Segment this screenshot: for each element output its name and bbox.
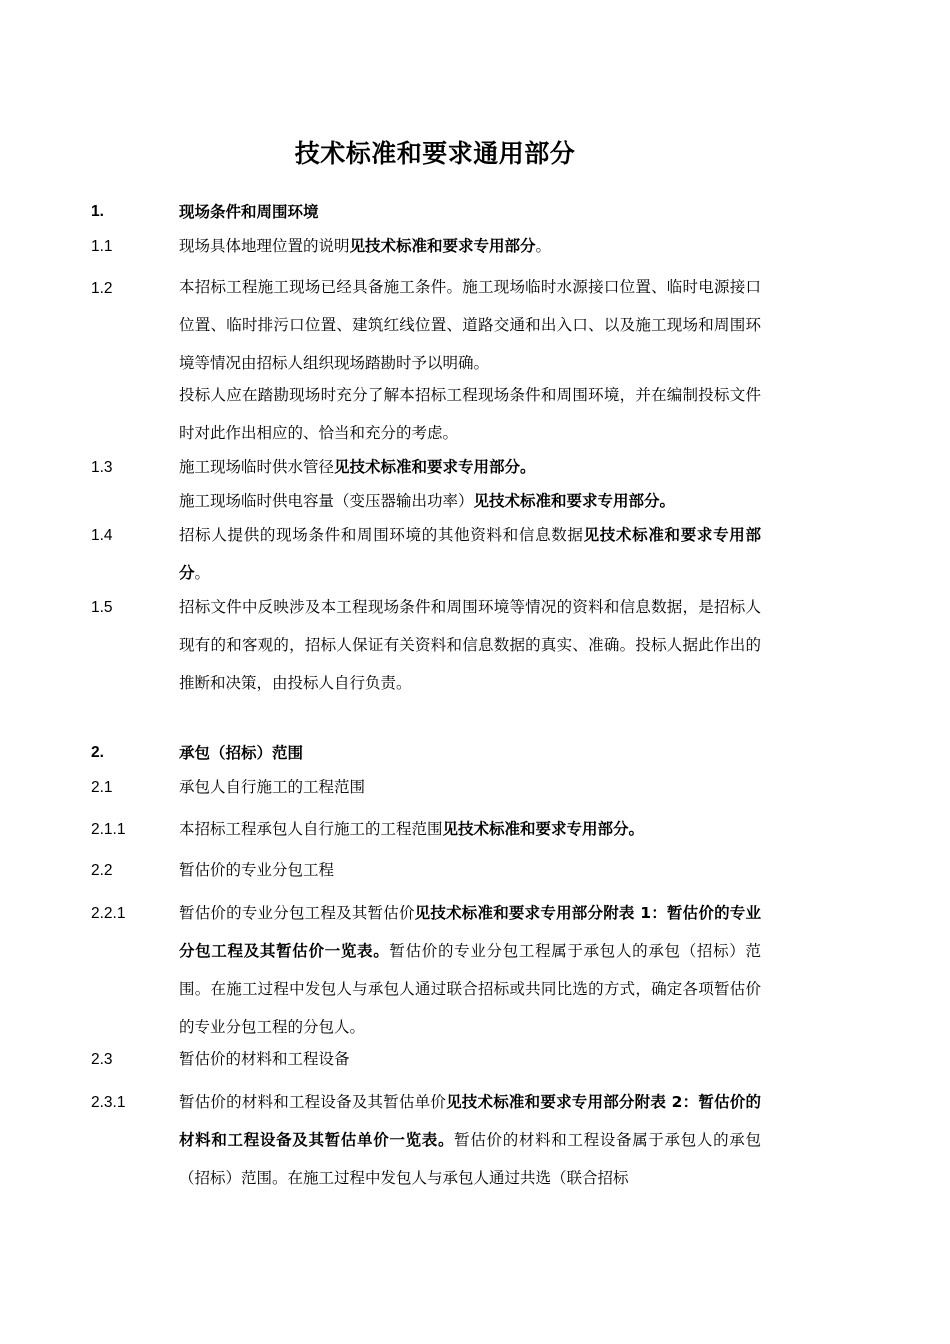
clause-text-part: 施工现场临时供水管径	[179, 458, 335, 476]
clause-reference: 见技术标准和要求专用部分附表 1：暂估价的专业分包工程及其暂估价一览表。	[179, 904, 761, 960]
clause-text-part: 暂估价的材料和工程设备属于承包人的承包（招标）范围。在施工过程中发包人与承包人通过共选（联合招标	[179, 1131, 761, 1187]
clause-number: 1.2	[91, 280, 113, 297]
section-heading: 现场条件和周围环境	[179, 203, 319, 221]
clause-text	[179, 490, 761, 512]
clause-text: 本招标工程施工现场已经具备施工条件。施工现场临时水源接口位置、临时电源接口位置、临时排污口位置、建筑红线位置、道路交通和出入口、以及施工现场和周围环境等情况由招标人组织现场踏勘时予以明确。	[179, 278, 761, 372]
clause-text: 招标文件中反映涉及本工程现场条件和周围环境等情况的资料和信息数据，是招标人现有的和客观的，招标人保证有关资料和信息数据的真实、准确。投标人据此作出的推断和决策，由投标人自行负责。	[179, 598, 761, 692]
clause-text	[179, 516, 761, 592]
clause-number: 2.3	[91, 1051, 113, 1068]
section-heading: 承包（招标）范围	[179, 744, 304, 762]
clause-text: 承包人自行施工的工程范围	[179, 778, 366, 796]
clause-text	[179, 894, 761, 1046]
clause-text-part: 。	[535, 237, 552, 255]
clause-number: 1.1	[91, 238, 113, 255]
clause-reference: 见技术标准和要求专用部分。	[334, 458, 536, 476]
clause-text-part: 暂估价的专业分包工程及其暂估价	[179, 904, 415, 922]
clause-text-part: 本招标工程承包人自行施工的工程范围	[179, 820, 443, 838]
clause-reference: 见技术标准和要求专用部分。	[473, 492, 676, 510]
clause-number: 2.2.1	[91, 905, 126, 922]
clause-text-part: 招标人提供的现场条件和周围环境的其他资料和信息数据	[179, 526, 584, 544]
clause-text: 暂估价的专业分包工程	[179, 861, 335, 879]
clause-text	[179, 456, 761, 478]
clause-number: 2.1.1	[91, 821, 126, 838]
clause-text	[179, 818, 761, 840]
clause-number: 2.2	[91, 862, 113, 879]
clause-text-part: 现场具体地理位置的说明	[179, 237, 350, 255]
clause-text: 暂估价的材料和工程设备	[179, 1050, 350, 1068]
clause-reference: 见技术标准和要求专用部分。	[442, 820, 645, 838]
clause-reference: 见技术标准和要求专用部分附表 2：暂估价的材料和工程设备及其暂估单价一览表。	[179, 1093, 761, 1149]
section-number: 1.	[91, 203, 104, 220]
section-number: 2.	[91, 744, 104, 761]
clause-text-part: 。	[194, 564, 211, 582]
clause-number: 2.1	[91, 779, 113, 796]
page-title: 技术标准和要求通用部分	[294, 139, 576, 168]
clause-text-part: 施工现场临时供电容量（变压器输出功率）	[179, 492, 474, 510]
clause-number: 1.5	[91, 599, 113, 616]
clause-text	[179, 1083, 761, 1197]
clause-text	[179, 235, 761, 257]
clause-number: 1.4	[91, 527, 113, 544]
clause-number: 2.3.1	[91, 1094, 126, 1111]
clause-text: 投标人应在踏勘现场时充分了解本招标工程现场条件和周围环境，并在编制投标文件时对此作出相应的、恰当和充分的考虑。	[179, 386, 761, 442]
clause-reference: 见技术标准和要求专用部分	[179, 526, 761, 582]
clause-reference: 见技术标准和要求专用部分	[349, 237, 536, 255]
clause-text-part: 暂估价的材料和工程设备及其暂估单价	[179, 1093, 447, 1111]
clause-number: 1.3	[91, 459, 113, 476]
clause-text-part: 暂估价的专业分包工程属于承包人的承包（招标）范围。在施工过程中发包人与承包人通过联合招标或共同比选的方式，确定各项暂估价的专业分包工程的分包人。	[179, 942, 761, 1036]
